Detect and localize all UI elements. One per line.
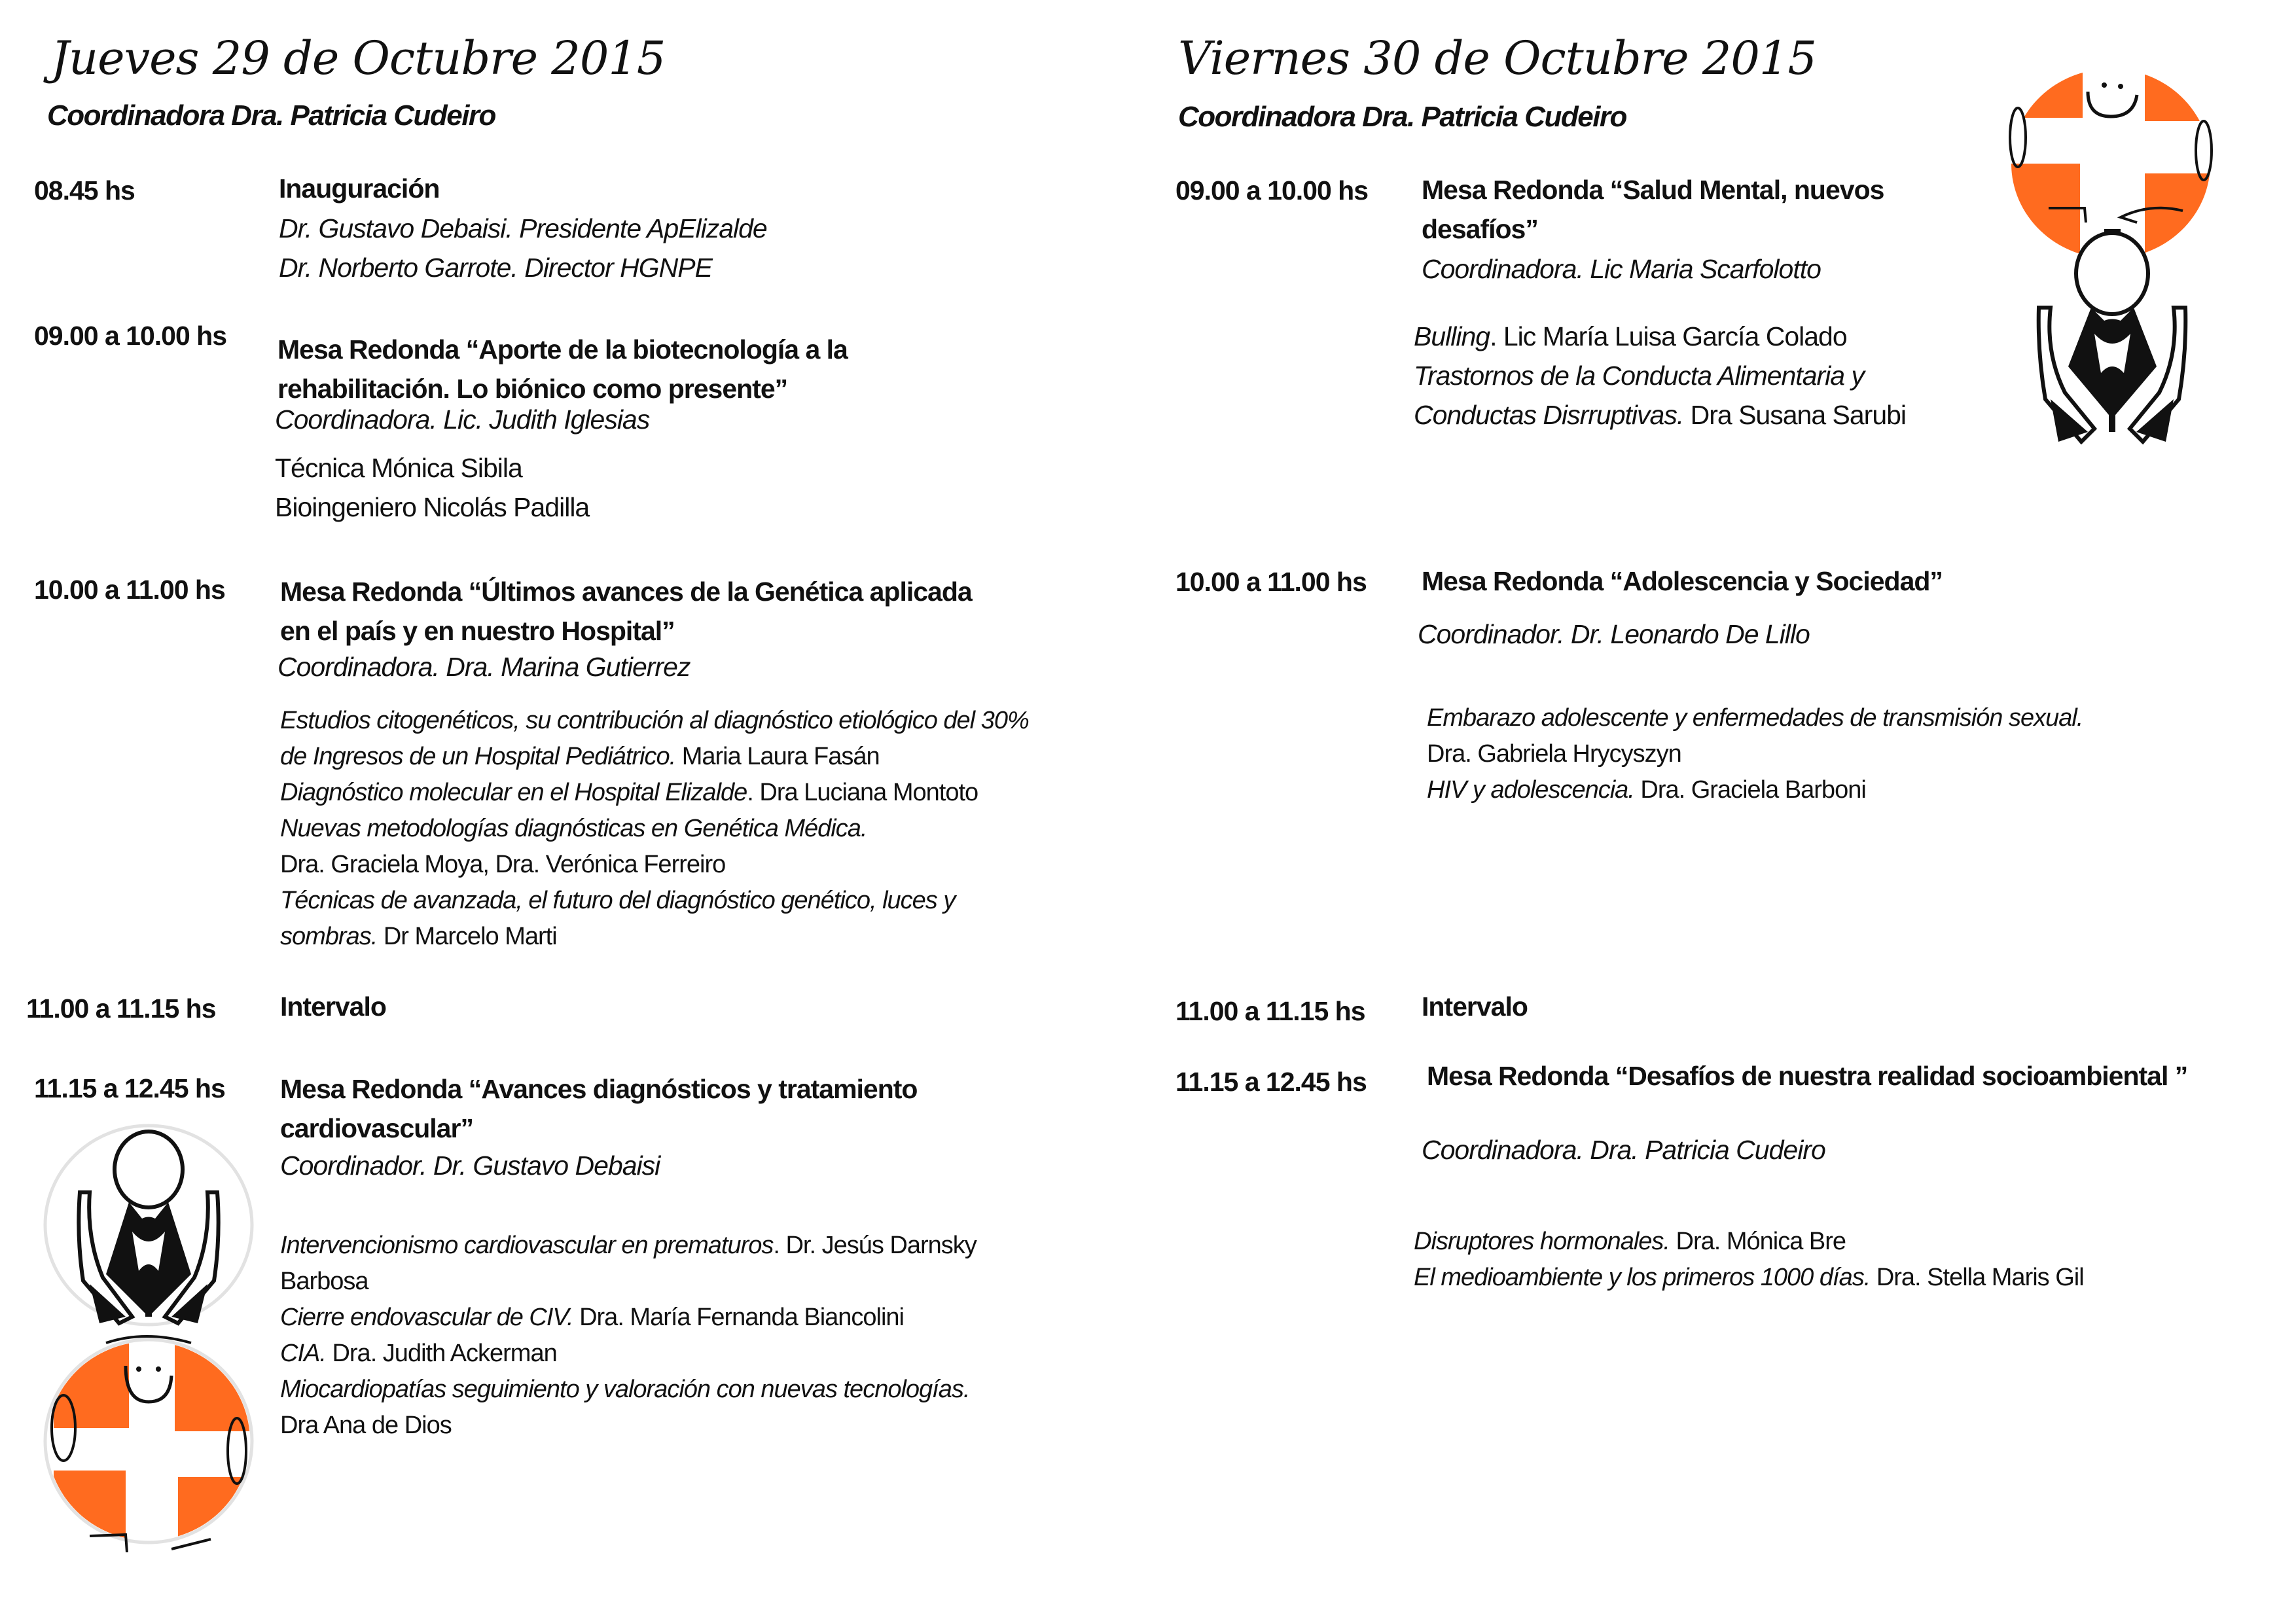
- session-line: Dr. Norberto Garrote. Director HGNPE: [279, 253, 712, 283]
- session-title: Inauguración: [279, 173, 440, 204]
- session-time: 09.00 a 10.00 hs: [1175, 175, 1369, 205]
- talk-list: [1414, 317, 2068, 435]
- speaker: Bioingeniero Nicolás Padilla: [275, 492, 590, 522]
- session-title-line1: Mesa Redonda “Salud Mental, nuevos: [1422, 175, 1884, 205]
- session-title-line1: Mesa Redonda “Aporte de la biotecnología a la: [278, 334, 848, 365]
- session-coordinator: Coordinadora. Dra. Marina Gutierrez: [278, 652, 691, 682]
- talk-item: Miocardiopatías seguimiento y valoración con nuevas tecnologías.: [280, 1376, 970, 1403]
- session-coordinator: Coordinadora. Lic. Judith Iglesias: [275, 404, 650, 435]
- talk-item: Bulling. Lic María Luisa García Colado: [1414, 321, 1847, 351]
- talk-list: [280, 1228, 1164, 1444]
- day1-title: Jueves 29 de Octubre 2015: [51, 31, 666, 85]
- talk-item: Intervencionismo cardiovascular en prematuros. Dr. Jesús Darnsky: [280, 1232, 977, 1259]
- day2-title: Viernes 30 de Octubre 2015: [1178, 31, 1816, 85]
- session-time: 08.45 hs: [34, 175, 135, 205]
- hands-holding-child-logo-left: [41, 1120, 263, 1552]
- talk-item: El medioambiente y los primeros 1000 días. Dra. Stella Maris Gil: [1414, 1264, 2084, 1291]
- session-line: Dr. Gustavo Debaisi. Presidente ApElizalde: [279, 213, 767, 243]
- talk-item: sombras. Dr Marcelo Marti: [280, 923, 557, 950]
- orange-cross-child-logo-right: [2000, 65, 2222, 497]
- talk-item: Embarazo adolescente y enfermedades de transmisión sexual.: [1427, 704, 2083, 732]
- talk-item: Dra. Graciela Moya, Dra. Verónica Ferreiro: [280, 851, 726, 878]
- session-time: 10.00 a 11.00 hs: [34, 575, 225, 605]
- talk-item: Conductas Disrruptivas. Dra Susana Sarubi: [1414, 400, 1907, 430]
- session-coordinator: Coordinador. Dr. Gustavo Debaisi: [280, 1150, 660, 1181]
- talk-item: CIA. Dra. Judith Ackerman: [280, 1340, 557, 1367]
- talk-item: Dra. Gabriela Hrycyszyn: [1427, 740, 1681, 768]
- talk-item: Nuevas metodologías diagnósticas en Genética Médica.: [280, 815, 867, 842]
- talk-item: HIV y adolescencia. Dra. Graciela Barboni: [1427, 776, 1866, 804]
- session-title: Intervalo: [280, 991, 386, 1022]
- talk-list: [1427, 700, 2278, 808]
- day2-coordinator: Coordinadora Dra. Patricia Cudeiro: [1178, 101, 1626, 133]
- session-title-line2: rehabilitación. Lo biónico como presente”: [278, 374, 788, 404]
- session-title-line2: en el país y en nuestro Hospital”: [280, 616, 675, 646]
- session-title: Intervalo: [1422, 991, 1528, 1022]
- session-time: 11.15 a 12.45 hs: [34, 1073, 225, 1103]
- talk-item: Diagnóstico molecular en el Hospital Elizalde. Dra Luciana Montoto: [280, 779, 978, 806]
- talk-item: Dra Ana de Dios: [280, 1412, 452, 1439]
- session-title-line2: desafíos”: [1422, 214, 1538, 244]
- session-coordinator: Coordinadora. Dra. Patricia Cudeiro: [1422, 1135, 1825, 1165]
- session-title-line1: Mesa Redonda “Avances diagnósticos y tratamiento: [280, 1074, 918, 1104]
- session-coordinator: Coordinadora. Lic Maria Scarfolotto: [1422, 254, 1821, 284]
- day1-coordinator: Coordinadora Dra. Patricia Cudeiro: [47, 99, 495, 132]
- session-time: 11.00 a 11.15 hs: [26, 993, 216, 1024]
- session-title-line1: Mesa Redonda “Últimos avances de la Genética aplicada: [280, 577, 972, 607]
- session-coordinator: Coordinador. Dr. Leonardo De Lillo: [1418, 619, 1810, 649]
- talk-item: Barbosa: [280, 1268, 368, 1295]
- session-time: 11.00 a 11.15 hs: [1175, 996, 1365, 1026]
- session-time: 10.00 a 11.00 hs: [1175, 567, 1367, 597]
- talk-item: de Ingresos de un Hospital Pediátrico. Maria Laura Fasán: [280, 743, 880, 770]
- speaker: Técnica Mónica Sibila: [275, 453, 522, 483]
- session-title: Mesa Redonda “Desafíos de nuestra realidad socioambiental ”: [1427, 1061, 2188, 1091]
- talk-item: Trastornos de la Conducta Alimentaria y: [1414, 361, 1864, 391]
- session-title: Mesa Redonda “Adolescencia y Sociedad”: [1422, 566, 1943, 596]
- talk-item: Disruptores hormonales. Dra. Mónica Bre: [1414, 1228, 1846, 1255]
- talk-item: Técnicas de avanzada, el futuro del diagnóstico genético, luces y: [280, 887, 956, 914]
- talk-list: [280, 703, 1164, 955]
- talk-item: Estudios citogenéticos, su contribución al diagnóstico etiológico del 30%: [280, 707, 1029, 734]
- session-time: 09.00 a 10.00 hs: [34, 321, 227, 351]
- session-time: 11.15 a 12.45 hs: [1175, 1067, 1367, 1097]
- talk-item: Cierre endovascular de CIV. Dra. María Fernanda Biancolini: [280, 1304, 905, 1331]
- session-title-line2: cardiovascular”: [280, 1113, 473, 1143]
- talk-list: [1414, 1224, 2265, 1296]
